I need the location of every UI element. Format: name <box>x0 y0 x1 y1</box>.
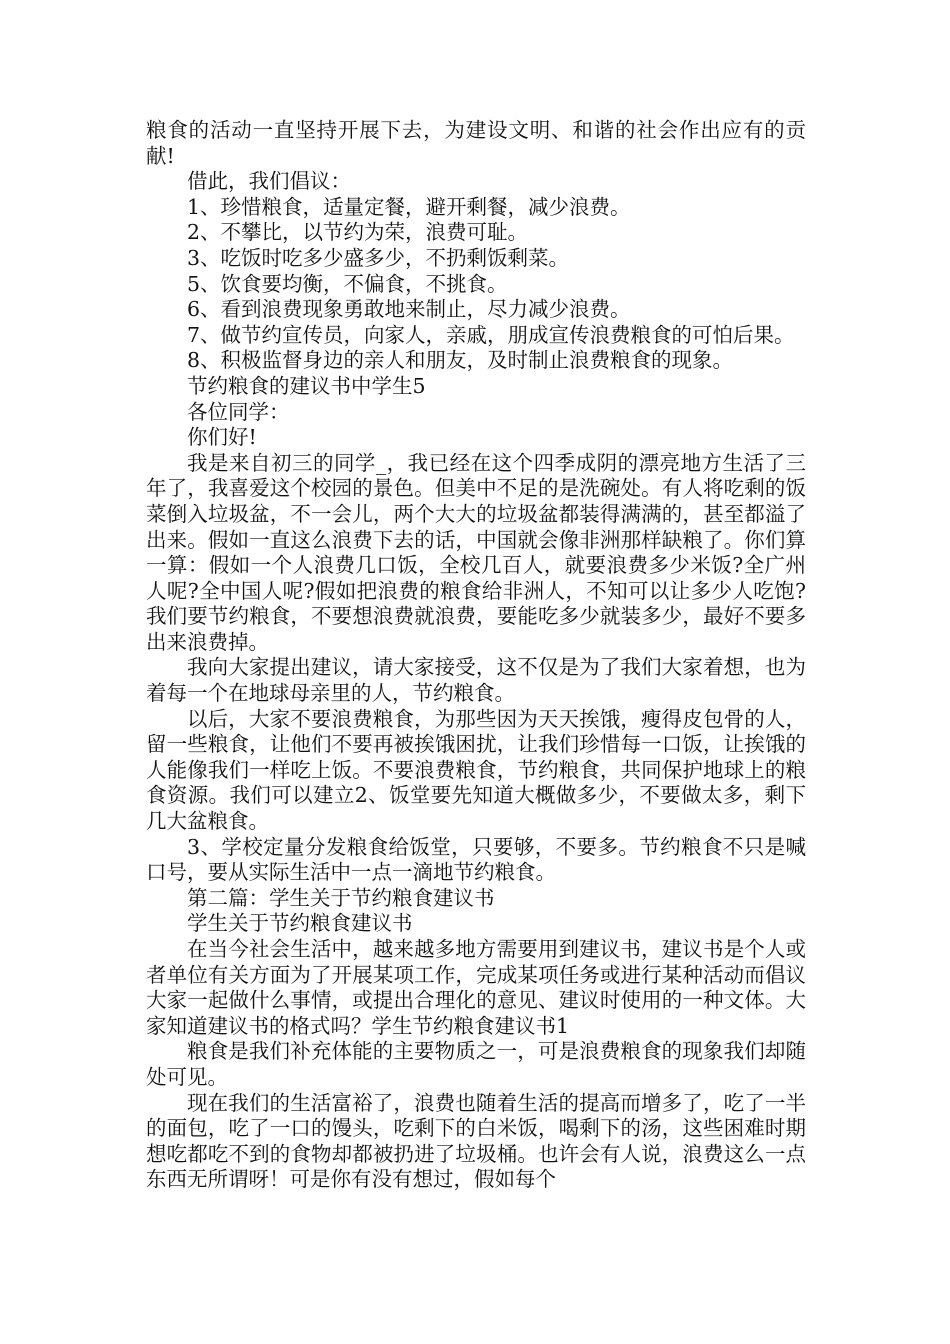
list-item: 5、饮食要均衡，不偏食，不挑食。 <box>187 271 508 296</box>
section-heading: 节约粮食的建议书中学生5 <box>187 373 426 398</box>
greeting: 你们好! <box>187 425 257 450</box>
section-title: 学生关于节约粮食建议书 <box>187 911 413 936</box>
paragraph: 我向大家提出建议，请大家接受，这不仅是为了我们大家着想，也为着每一个在地球母亲里的人，节约粮食。 <box>146 655 806 706</box>
paragraph: 我是来自初三的同学_，我已经在这个四季成阴的漂亮地方生活了三年了，我喜爱这个校园的景色。但美中不足的是洗碗处。有人将吃剩的饭菜倒入垃圾盆，不一会儿，两个大大的垃圾盆都装得满满的，甚至都溢了出来。假如一直这么浪费下去的话，中国就会像非洲那样缺粮了。你们算一算：假如一个人浪费几口饭，全校几百人，就要浪费多少米饭?全广州人呢?全中国人呢?假如把浪费的粮食给非洲人，不知可以让多少人吃饱?我们要节约粮食，不要想浪费就浪费，要能吃多少就装多少，最好不要多出来浪费掉。 <box>146 450 806 654</box>
section-heading: 第二篇：学生关于节约粮食建议书 <box>187 885 495 910</box>
paragraph: 粮食的活动一直坚持开展下去，为建设文明、和谐的社会作出应有的贡献! <box>146 118 806 168</box>
paragraph: 现在我们的生活富裕了，浪费也随着生活的提高而增多了，吃了一半的面包，吃了一口的馒头，吃剩下的白米饭，喝剩下的汤，这些困难时期想吃都吃不到的食物却都被扔进了垃圾桶。也许会有人说，浪费这么一点东西无所谓呀！可是你有没有想过，假如每个 <box>146 1090 806 1192</box>
list-item: 2、不攀比，以节约为荣，浪费可耻。 <box>187 220 529 245</box>
list-item: 3、吃饭时吃多少盛多少，不扔剩饭剩菜。 <box>187 245 570 270</box>
paragraph: 以后，大家不要浪费粮食，为那些因为天天挨饿，瘦得皮包骨的人，留一些粮食，让他们不要再被挨饿困扰，让我们珍惜每一口饭，让挨饿的人能像我们一样吃上饭。不要浪费粮食，节约粮食，共同保护地球上的粮食资源。我们可以建立2、饭堂要先知道大概做多少，不要做太多，剩下几大盆粮食。 <box>146 706 806 834</box>
list-item: 8、积极监督身边的亲人和朋友，及时制止浪费粮食的现象。 <box>187 348 734 373</box>
list-item: 7、做节约宣传员，向家人，亲戚，朋成宣传浪费粮食的可怕后果。 <box>187 322 795 347</box>
paragraph: 粮食是我们补充体能的主要物质之一，可是浪费粮食的现象我们却随处可见。 <box>146 1039 806 1089</box>
list-item: 6、看到浪费现象勇敢地来制止，尽力减少浪费。 <box>187 297 631 322</box>
document-body <box>146 118 806 1193</box>
paragraph: 借此，我们倡议： <box>187 169 351 194</box>
salutation: 各位同学： <box>187 399 290 424</box>
paragraph: 在当今社会生活中，越来越多地方需要用到建议书，建议书是个人或者单位有关方面为了开展某项工作，完成某项任务或进行某种活动而倡议大家一起做什么事情，或提出合理化的意见、建议时使用的一种文体。大家知道建议书的格式吗？学生节约粮食建议书1 <box>146 937 806 1038</box>
list-item: 1、珍惜粮食，适量定餐，避开剩餐，减少浪费。 <box>187 194 631 219</box>
paragraph: 3、学校定量分发粮食给饭堂，只要够，不要多。节约粮食不只是喊口号，要从实际生活中一点一滴地节约粮食。 <box>146 834 806 885</box>
